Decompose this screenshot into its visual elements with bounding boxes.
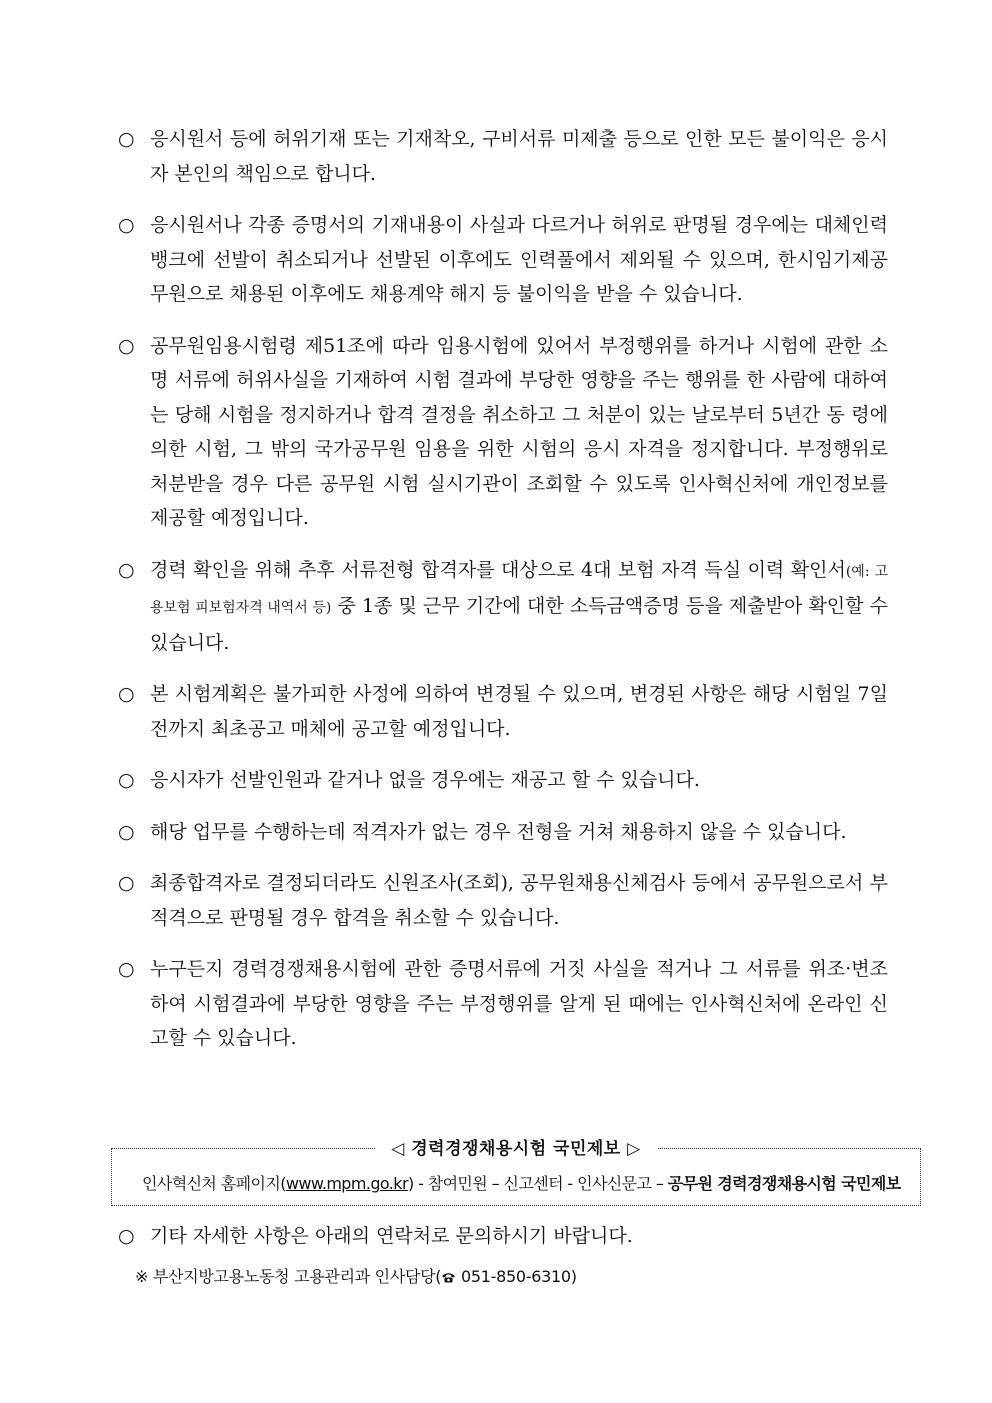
notice-item xyxy=(118,677,888,746)
report-box-heading: 경력경쟁채용시험 국민제보 xyxy=(411,1139,621,1159)
notice-list xyxy=(118,122,888,1073)
bullet-circle: ○ xyxy=(118,769,135,791)
phone-icon xyxy=(441,1267,456,1286)
report-path-middle: ) - 참여민원 – 신고센터 - 인사신문고 – xyxy=(407,1174,668,1193)
bullet-circle: ○ xyxy=(118,683,135,705)
bullet-circle: ○ xyxy=(118,334,135,357)
reference-mark: ※ xyxy=(135,1267,149,1286)
phone-number: 051-850-6310) xyxy=(456,1267,577,1286)
notice-text: 응시자가 선발인원과 같거나 없을 경우에는 재공고 할 수 있습니다. xyxy=(150,769,700,791)
notice-text: 경력 확인을 위해 추후 서류전형 합격자를 대상으로 4대 보험 자격 득실 이력 확인서 xyxy=(150,558,846,581)
public-report-box xyxy=(111,1139,921,1206)
report-path-prefix: 인사혁신처 홈페이지( xyxy=(142,1174,286,1193)
notice-text: 해당 업무를 수행하는데 적격자가 없는 경우 전형을 거쳐 채용하지 않을 수 있습니다. xyxy=(150,820,847,843)
bullet-circle: ○ xyxy=(118,872,135,894)
closing-notice xyxy=(118,1219,920,1253)
closing-text: 기타 자세한 사항은 아래의 연락처로 문의하시기 바랍니다. xyxy=(150,1225,633,1247)
notice-text: 본 시험계획은 불가피한 사정에 의하여 변경될 수 있으며, 변경된 사항은 해당 시험일 7일 전까지 최초공고 매체에 공고할 예정입니다. xyxy=(150,683,888,740)
notice-example-note: (예: 고용보험 피보험자격 내역서 등) xyxy=(150,563,888,616)
notice-text: 응시원서나 각종 증명서의 기재내용이 사실과 다르거나 허위로 판명될 경우에는 대체인력뱅크에 선발이 취소되거나 선발된 이후에도 인력풀에서 제외될 수 있으며, 한시임기제공무원으로 채용된 이후에도 채용계약 해지 등 불이익을 받을 수 있습니다. xyxy=(150,214,888,305)
contact-info xyxy=(135,1264,577,1287)
notice-text: 중 1종 및 근무 기간에 대한 소득금액증명 등을 제출받아 확인할 수 있습니다. xyxy=(150,595,888,654)
bullet-circle: ○ xyxy=(118,214,135,236)
notice-item xyxy=(118,553,888,661)
notice-text: 응시원서 등에 허위기재 또는 기재착오, 구비서류 미제출 등으로 인한 모든 불이익은 응시자 본인의 책임으로 합니다. xyxy=(150,128,888,185)
notice-item xyxy=(118,763,888,798)
notice-text: 최종합격자로 결정되더라도 신원조사(조회), 공무원채용신체검사 등에서 공무원으로서 부적격으로 판명될 경우 합격을 취소할 수 있습니다. xyxy=(150,872,888,929)
notice-item xyxy=(118,208,888,312)
notice-item xyxy=(118,815,888,850)
notice-text: 누구든지 경력경쟁채용시험에 관한 증명서류에 거짓 사실을 적거나 그 서류를 위조·변조하여 시험결과에 부당한 영향을 주는 부정행위를 알게 된 때에는 인사혁신처에 온라인 신고할 수 있습니다. xyxy=(150,958,888,1049)
notice-item xyxy=(118,329,888,536)
bullet-circle: ○ xyxy=(118,958,135,980)
right-triangle-icon: ▷ xyxy=(627,1139,641,1159)
report-box-title xyxy=(112,1134,920,1159)
bullet-circle: ○ xyxy=(118,558,135,581)
website-link[interactable]: www.mpm.go.kr xyxy=(285,1174,408,1193)
notice-item xyxy=(118,952,888,1056)
bullet-circle: ○ xyxy=(118,820,135,843)
contact-dept: 부산지방고용노동청 고용관리과 인사담당( xyxy=(152,1267,442,1286)
notice-text: 공무원임용시험령 제51조에 따라 임용시험에 있어서 부정행위를 하거나 시험에 관한 소명 서류에 허위사실을 기재하여 시험 결과에 부당한 영향을 주는 행위를 한 사람에 대하여는 당해 시험을 정지하거나 합격 결정을 취소하고 그 처분이 있는 날로부터 5년간 동 령에 의한 시험, 그 밖의 국가공무원 임용을 위한 시험의 응시 자격을 정지합니다. 부정행위로 처분받을 경우 다른 공무원 시험 실시기관이 조회할 수 있도록 인사혁신처에 개인정보를 제공할 예정입니다. xyxy=(150,334,888,529)
report-path-target: 공무원 경력경쟁채용시험 국민제보 xyxy=(667,1174,901,1193)
bullet-circle: ○ xyxy=(118,1225,135,1247)
left-triangle-icon: ◁ xyxy=(391,1139,405,1159)
notice-item xyxy=(118,866,888,935)
report-path xyxy=(142,1171,910,1194)
notice-item xyxy=(118,122,888,191)
bullet-circle: ○ xyxy=(118,128,135,150)
